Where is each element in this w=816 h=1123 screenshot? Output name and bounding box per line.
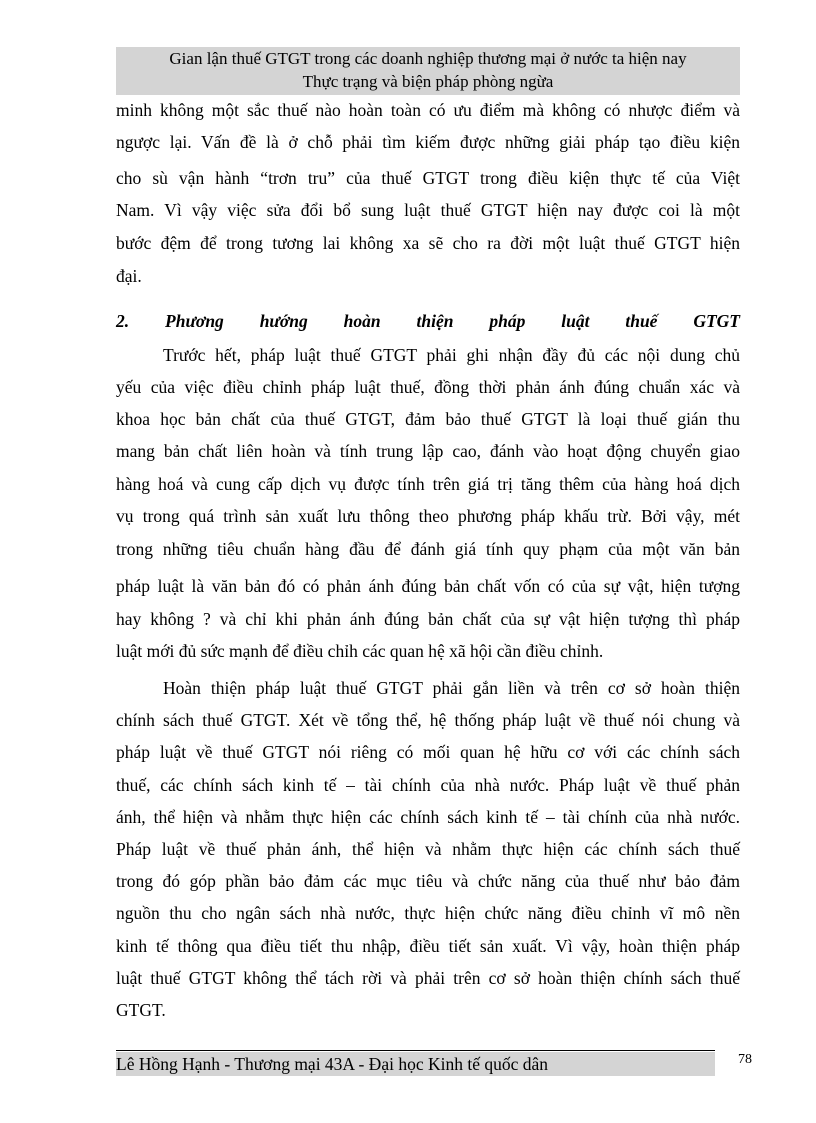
paragraph-1-line: khoa học bản chất của thuế GTGT, đảm bảo thuế GTGT là loại thuế gián thu [116,409,740,429]
paragraph-2-line: luật thuế GTGT không thể tách rời và phải trên cơ sở hoàn thiện chính sách thuế [116,967,740,988]
header-title: Gian lận thuế GTGT trong các doanh nghiệp thương mại ở nước ta hiện nay [169,49,687,68]
intro-paragraph-line: cho sù vận hành “trơn tru” của thuế GTGT trong điều kiện thực tế của Việt [116,168,740,188]
paragraph-2-line: chính sách thuế GTGT. Xét về tổng thể, hệ thống pháp luật về thuế nói chung và [116,710,740,731]
paragraph-2-line: pháp luật về thuế GTGT nói riêng có mối quan hệ hữu cơ với các chính sách [116,742,740,763]
paragraph-2-line: nguồn thu cho ngân sách nhà nước, thực hiện chức năng điều chỉnh vĩ mô nền [116,903,740,924]
intro-paragraph-line: đại. [116,266,142,286]
paragraph-2-line: Hoàn thiện pháp luật thuế GTGT phải gắn liền và trên cơ sở hoàn thiện [163,678,740,698]
intro-paragraph-line: ngược lại. Vấn đề là ở chỗ phải tìm kiếm được những giải pháp tạo điều kiện [116,132,740,152]
paragraph-1-line: yếu của việc điều chỉnh pháp luật thuế, đồng thời phản ánh đúng chuẩn xác và [116,377,740,397]
intro-paragraph-line: Nam. Vì vậy việc sửa đổi bổ sung luật thuế GTGT hiện nay được coi là một [116,200,740,220]
running-header [116,47,740,95]
paragraph-1-line: luật mới đủ sức mạnh để điều chỉh các quan hệ xã hội cần điều chỉnh. [116,641,604,661]
header-subtitle: Thực trạng và biện pháp phòng ngừa [302,72,554,91]
paragraph-2-line: GTGT. [116,1000,166,1020]
section-heading: 2. Phương hướng hoàn thiện pháp luật thuế GTGT [116,311,740,331]
page-number: 78 [738,1052,752,1067]
paragraph-1-line: vụ trong quá trình sản xuất lưu thông theo phương pháp khấu trừ. Bởi vậy, mét [116,506,740,526]
footer-author: Lê Hồng Hạnh - Thương mại 43A - Đại học Kinh tế quốc dân [116,1052,715,1076]
paragraph-2-line: ánh, thể hiện và nhằm thực hiện các chính sách kinh tế – tài chính của nhà nước. [116,806,740,827]
paragraph-2-line: trong đó góp phần bảo đảm các mục tiêu và chức năng của thuế như bảo đảm [116,871,740,892]
paragraph-2-line: thuế, các chính sách kinh tế – tài chính của nhà nước. Pháp luật về thuế phản [116,774,740,795]
paragraph-1-line: mang bản chất liên hoàn và tính trung lập cao, đánh vào hoạt động chuyển giao [116,441,740,461]
footer-divider [116,1050,715,1051]
intro-paragraph-line: bước đệm để trong tương lai không xa sẽ cho ra đời một luật thuế GTGT hiện [116,233,740,253]
paragraph-2-line: kinh tế thông qua điều tiết thu nhập, điều tiết sản xuất. Vì vậy, hoàn thiện pháp [116,935,740,956]
intro-paragraph-line: minh không một sắc thuế nào hoàn toàn có ưu điểm mà không có nhược điểm và [116,100,740,120]
paragraph-1-line: Trước hết, pháp luật thuế GTGT phải ghi nhận đầy đủ các nội dung chủ [163,345,740,365]
paragraph-1-line: hàng hoá và cung cấp dịch vụ được tính trên giá trị tăng thêm của hàng hoá dịch [116,474,740,494]
paragraph-1-line: hay không ? và chỉ khi phản ánh đúng bản chất của sự vật hiện tượng thì pháp [116,609,740,629]
paragraph-1-line: trong những tiêu chuẩn hàng đầu để đánh giá tính quy phạm của một văn bản [116,539,740,559]
paragraph-1-line: pháp luật là văn bản đó có phản ánh đúng bản chất vốn có của sự vật, hiện tượng [116,576,740,596]
paragraph-2-line: Pháp luật về thuế phản ánh, thể hiện và nhằm thực hiện các chính sách thuế [116,839,740,859]
